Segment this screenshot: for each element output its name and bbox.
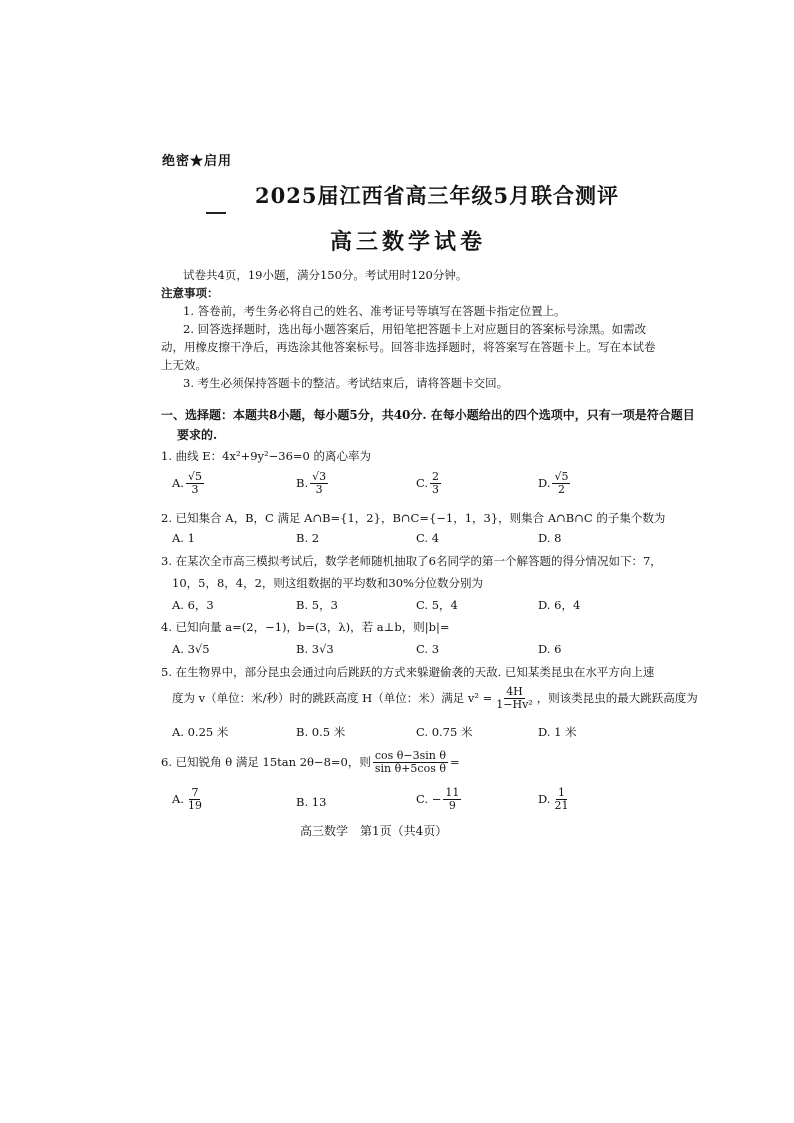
fraction-numerator: 7 [191,786,199,799]
fraction-denominator: 3 [432,482,440,496]
fraction-denominator: 1−Hv² [496,697,533,711]
question-4-stem: 4. 已知向量 a=(2，−1)，b=(3，λ)，若 a⊥b，则|b|= [161,620,450,634]
option-letter: D. [538,476,551,491]
fraction-numerator: √5 [187,470,202,483]
question-5-option-c: C. 0.75 米 [416,725,473,739]
section-heading: 一、选择题：本题共8小题，每小题5分，共40分. 在每小题给出的四个选项中，只有一项是符合题目 [161,408,695,422]
question-6-option-a [172,787,206,811]
question-2-option-c: C. 4 [416,531,440,545]
fraction-numerator: cos θ−3sin θ [374,749,446,762]
section-heading-cont: 要求的. [177,428,218,442]
stem-text: 6. 已知锐角 θ 满足 15tan 2θ−8=0，则 [161,755,371,770]
fraction [552,787,570,811]
fraction-numerator: 11 [445,786,460,799]
question-2-option-b: B. 2 [296,531,320,545]
question-6-option-b: B. 13 [296,795,327,809]
question-5-stem-line-2 [172,686,698,710]
question-3-option-b: B. 5，3 [296,598,338,612]
stem-text: ，则该类昆虫的最大跳跃高度为 [536,691,698,706]
fraction-numerator: 1 [557,786,565,799]
question-2-option-d: D. 8 [538,531,562,545]
fraction-numerator: √5 [554,470,569,483]
fraction-numerator: 2 [432,470,440,483]
question-1-option-b [296,471,330,495]
fraction-denominator: 3 [191,482,199,496]
option-letter: B. [296,476,309,491]
question-2-stem: 2. 已知集合 A，B，C 满足 A∩B={1，2}，B∩C={−1，1，3}，则集合 A∩B∩C 的子集个数为 [161,511,666,525]
option-letter: C. − [416,792,442,807]
fraction-denominator: 9 [448,798,456,812]
option-letter: A. [172,792,184,807]
question-3-stem-line-2: 10，5，8，4，2，则这组数据的平均数和30%分位数分别为 [172,576,483,590]
note-1: 1. 答卷前，考生务必将自己的姓名、准考证号等填写在答题卡指定位置上。 [183,304,566,318]
question-4-option-b: B. 3√3 [296,642,334,656]
question-2-option-a: A. 1 [172,531,195,545]
fraction [552,471,570,495]
question-4-option-c: C. 3 [416,642,440,656]
option-letter: C. [416,476,429,491]
question-1-option-d [538,471,572,495]
fraction [494,686,534,710]
question-1-option-a [172,471,206,495]
option-letter: D. [538,792,551,807]
page-footer: 高三数学 第1页（共4页） [300,824,448,838]
fraction [430,471,441,495]
question-3-stem-line-1: 3. 在某次全市高三模拟考试后，数学老师随机抽取了6名同学的第一个解答题的得分情况如下：7， [161,554,662,568]
fraction-denominator: 2 [557,482,565,496]
fraction [186,787,204,811]
fraction-denominator: 21 [554,798,569,812]
exam-title: 2025届江西省高三年级5月联合测评 [255,183,620,208]
question-6-option-d [538,787,572,811]
note-3: 3. 考生必须保持答题卡的整洁。考试结束后，请将答题卡交回。 [183,376,509,390]
fraction [186,471,204,495]
question-5-stem-line-1: 5. 在生物界中，部分昆虫会通过向后跳跃的方式来躲避偷袭的天敌. 已知某类昆虫在水平方向上速 [161,665,655,679]
question-4-option-d: D. 6 [538,642,562,656]
fraction-denominator: 19 [187,798,202,812]
option-letter: A. [172,476,184,491]
question-1-option-c [416,471,443,495]
fraction [443,787,461,811]
fraction-denominator: sin θ+5cos θ [374,761,446,775]
secret-label: 绝密★启用 [162,154,233,169]
question-1-stem: 1. 曲线 E：4x²+9y²−36=0 的离心率为 [161,449,372,463]
fraction-numerator: 4H [506,685,523,698]
question-3-option-c: C. 5，4 [416,598,458,612]
paper-title: 高三数学试卷 [330,229,487,255]
stem-text: = [449,755,460,770]
fraction-denominator: 3 [315,482,323,496]
exam-intro: 试卷共4页，19小题，满分150分。考试用时120分钟。 [183,268,468,282]
notes-heading: 注意事项： [161,286,219,300]
fraction-numerator: √3 [312,470,327,483]
stem-text: 度为 v（单位：米/秒）时的跳跃高度 H（单位：米）满足 v² = [172,691,493,706]
question-5-option-b: B. 0.5 米 [296,725,346,739]
note-2-line-3: 上无效。 [161,358,207,372]
question-3-option-a: A. 6，3 [172,598,214,612]
question-6-stem [161,750,460,774]
question-3-option-d: D. 6，4 [538,598,581,612]
question-5-option-a: A. 0.25 米 [172,725,229,739]
note-2-line-1: 2. 回答选择题时，选出每小题答案后，用铅笔把答题卡上对应题目的答案标号涂黑。如需改 [183,322,647,336]
fraction [373,750,448,774]
fraction [310,471,328,495]
question-5-option-d: D. 1 米 [538,725,577,739]
decorative-dash [206,212,226,214]
question-4-option-a: A. 3√5 [172,642,210,656]
question-6-option-c [416,787,463,811]
note-2-line-2: 动，用橡皮擦干净后，再选涂其他答案标号。回答非选择题时，将答案写在答题卡上。写在本试卷 [161,340,656,354]
